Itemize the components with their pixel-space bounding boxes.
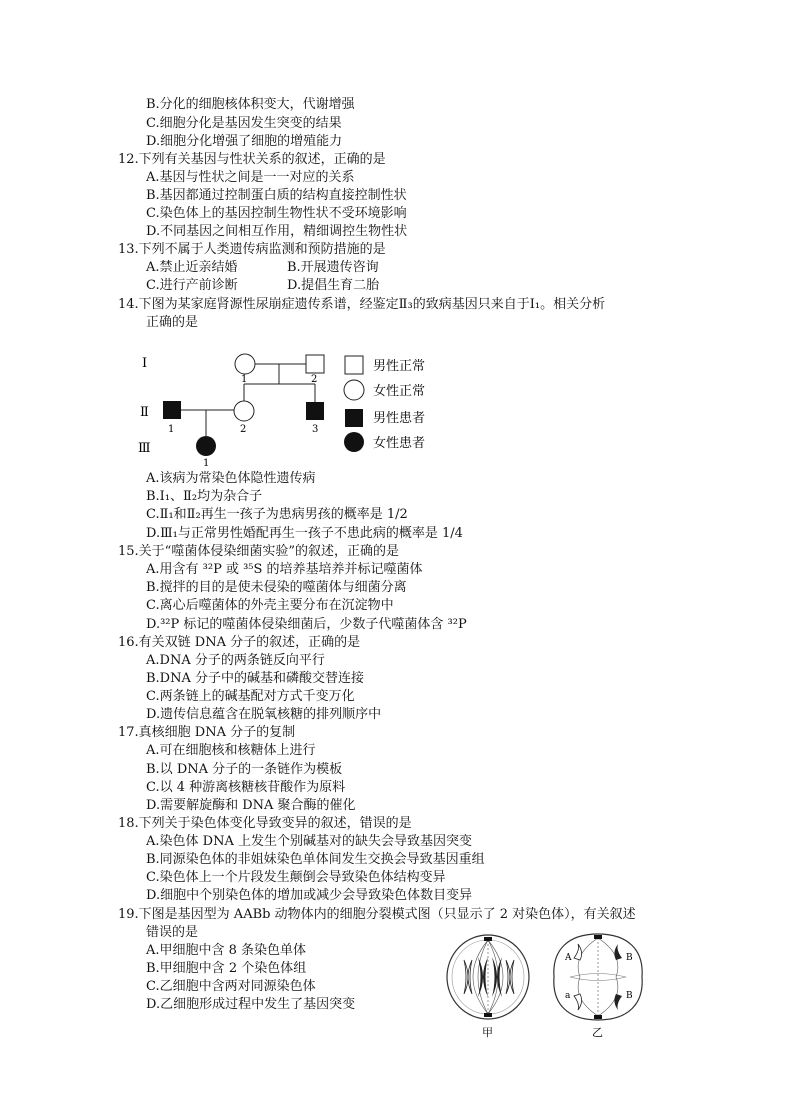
q19-stem-line1: 19.下图是基因型为 AABb 动物体内的细胞分裂模式图（只显示了 2 对染色体），有关叙述 [118,907,636,922]
q14-stem-line1: 14.下图为某家庭肾源性尿崩症遗传系谱，经鉴定Ⅱ₃的致病基因只来自于Ⅰ₁。相关分析 [118,297,606,312]
q14-option-a: A.该病为常染色体隐性遗传病 [146,471,316,486]
individual-II3-affected-male [306,402,324,420]
legend-affected-male: 男性患者 [373,411,426,426]
pedigree-chart [120,340,450,470]
individual-I2-normal-male [306,355,324,373]
q13-option-c: C.进行产前诊断 [146,278,238,293]
individual-III1-affected-female [196,436,216,456]
label-III1: 1 [203,458,210,469]
q14-stem-line2: 正确的是 [146,315,199,330]
q17-option-b: B.以 DNA 分子的一条链作为模板 [146,762,343,777]
q15-option-c: C.离心后噬菌体的外壳主要分布在沉淀物中 [146,598,394,613]
q12-option-c: C.染色体上的基因控制生物性状不受环境影响 [146,206,407,221]
legend-normal-female: 女性正常 [373,384,426,399]
q13-option-d: D.提倡生育二胎 [287,278,380,293]
label-jia: 甲 [482,1026,493,1039]
cell-yi [554,934,642,1020]
q12-option-d: D.不同基因之间相互作用，精细调控生物性状 [146,224,408,239]
q19-option-c: C.乙细胞中含两对同源染色体 [146,979,316,994]
q19-option-a: A.甲细胞中含 8 条染色单体 [146,943,307,958]
gene-B-lower-label: B [626,991,633,1001]
q19-option-b: B.甲细胞中含 2 个染色体组 [146,961,307,976]
q17-option-a: A.可在细胞核和核糖体上进行 [146,743,316,758]
q11-option-c: C.细胞分化是基因发生突变的结果 [146,116,342,131]
q17-stem: 17.真核细胞 DNA 分子的复制 [118,725,296,740]
q14-option-b: B.Ⅰ₁、Ⅱ₂均为杂合子 [146,489,263,504]
gene-a-label: a [565,991,571,1001]
legend-normal-male-icon [345,356,363,374]
gene-A-label: A [565,953,572,963]
q12-stem: 12.下列有关基因与性状关系的叙述，正确的是 [118,152,386,167]
q13-stem: 13.下列不属于人类遗传病监测和预防措施的是 [118,242,386,257]
label-II2: 2 [240,424,247,435]
q16-option-b: B.DNA 分子中的碱基和磷酸交替连接 [146,671,365,686]
generation-3-label: Ⅲ [138,441,151,456]
cell-division-figure [440,930,650,1040]
q13-option-b: B.开展遗传咨询 [287,260,379,275]
q16-option-c: C.两条链上的碱基配对方式千变万化 [146,689,355,704]
legend-normal-female-icon [344,380,364,400]
q18-option-b: B.同源染色体的非姐妹染色单体间发生交换会导致基因重组 [146,852,485,867]
q13-option-a: A.禁止近亲结婚 [146,260,238,275]
label-II1: 1 [168,424,175,435]
q15-stem: 15.关于“噬菌体侵染细菌实验”的叙述，正确的是 [118,544,399,559]
generation-2-label: Ⅱ [140,405,149,420]
q16-stem: 16.有关双链 DNA 分子的叙述，正确的是 [118,635,361,650]
legend-affected-female-icon [344,432,364,452]
cell-jia [447,935,529,1019]
q11-option-b: B.分化的细胞核体积变大，代谢增强 [146,97,355,112]
q16-option-a: A.DNA 分子的两条链反向平行 [146,653,325,668]
q18-option-a: A.染色体 DNA 上发生个别碱基对的缺失会导致基因突变 [146,834,472,849]
gene-B-upper-label: B [626,953,633,963]
q14-option-c: C.Ⅱ₁和Ⅱ₂再生一孩子为患病男孩的概率是 1/2 [146,507,408,522]
q18-stem: 18.下列关于染色体变化导致变异的叙述，错误的是 [118,816,412,831]
individual-II2-normal-female [234,401,254,421]
q17-option-d: D.需要解旋酶和 DNA 聚合酶的催化 [146,798,356,813]
q18-option-d: D.细胞中个别染色体的增加或减少会导致染色体数目变异 [146,888,473,903]
q14-option-d: D.Ⅲ₁与正常男性婚配再生一孩子不患此病的概率是 1/4 [146,526,463,541]
q19-stem-line2: 错误的是 [146,925,199,940]
label-II3: 3 [312,424,319,435]
q12-option-a: A.基因与性状之间是一一对应的关系 [146,170,355,185]
legend-affected-female: 女性患者 [373,436,426,451]
legend-affected-male-icon [345,409,363,427]
q17-option-c: C.以 4 种游离核糖核苷酸作为原料 [146,780,346,795]
q15-option-a: A.用含有 ³²P 或 ³⁵S 的培养基培养并标记噬菌体 [146,562,423,577]
generation-1-label: Ⅰ [142,356,148,371]
label-I1: 1 [241,374,248,385]
q15-option-b: B.搅拌的目的是使未侵染的噬菌体与细菌分离 [146,580,407,595]
q12-option-b: B.基因都通过控制蛋白质的结构直接控制性状 [146,188,407,203]
label-I2: 2 [311,374,318,385]
individual-II1-affected-male [163,401,181,419]
q19-option-d: D.乙细胞形成过程中发生了基因突变 [146,997,356,1012]
label-yi: 乙 [592,1026,603,1039]
q18-option-c: C.染色体上一个片段发生颠倒会导致染色体结构变异 [146,870,446,885]
q11-option-d: D.细胞分化增强了细胞的增殖能力 [146,134,343,149]
q15-option-d: D.³²P 标记的噬菌体侵染细菌后，少数子代噬菌体含 ³²P [146,617,467,632]
q16-option-d: D.遗传信息蕴含在脱氧核糖的排列顺序中 [146,707,382,722]
legend-normal-male: 男性正常 [373,359,426,374]
individual-I1-normal-female [235,354,255,374]
